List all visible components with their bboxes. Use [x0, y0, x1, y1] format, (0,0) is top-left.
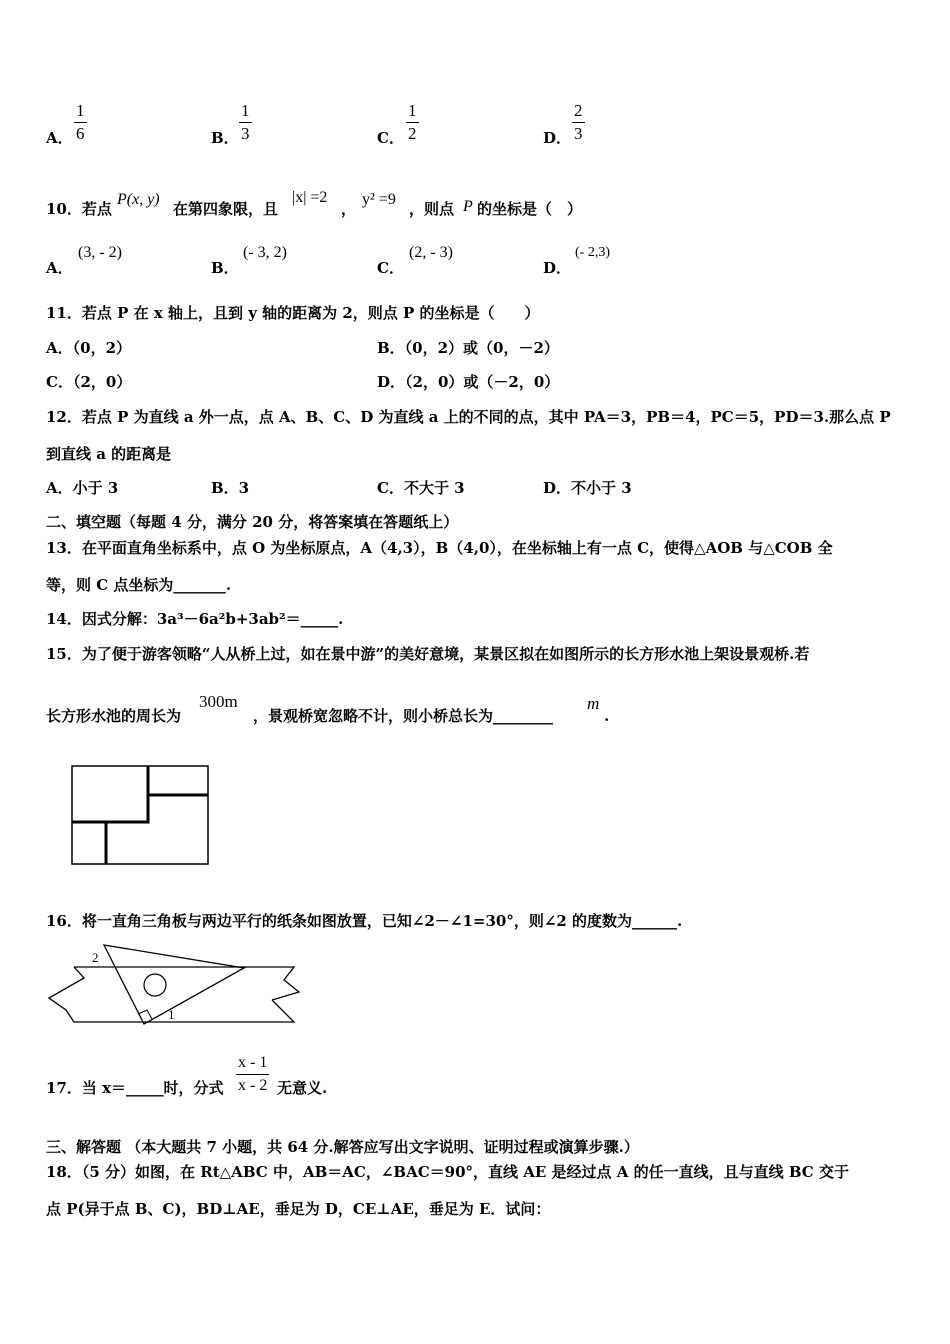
- q15-line2a: 长方形水池的周长为: [46, 707, 182, 725]
- strip-top-edge: [74, 967, 299, 1000]
- q10-option-a-value: (3, - 2): [78, 244, 122, 261]
- q15-end: .: [604, 707, 610, 725]
- q11-stem: 11．若点 P 在 x 轴上，且到 y 轴的距离为 2，则点 P 的坐标是（ ）: [46, 304, 540, 322]
- numerator: 1: [408, 101, 417, 120]
- q10-square: y² =9: [362, 191, 396, 208]
- q11-option-c: C．（2，0）: [46, 373, 132, 391]
- q12-option-b: B．3: [211, 479, 250, 497]
- q9-option-b-letter: B．: [211, 129, 239, 147]
- q10-option-b-letter: B．: [211, 259, 239, 277]
- q10-option-a-letter: A．: [46, 259, 73, 277]
- q9-option-d-fraction: [572, 102, 585, 143]
- q10-point: P(x, y): [117, 191, 160, 208]
- q9-option-a-letter: A．: [46, 129, 73, 147]
- q11-option-d: D．（2，0）或（－2，0）: [377, 373, 560, 391]
- q11-option-a: A．（0，2）: [46, 339, 132, 357]
- section-3-heading: 三、解答题 （本大题共 7 小题，共 64 分.解答应写出文字说明、证明过程或演算步骤.）: [46, 1138, 639, 1156]
- q16-text: 16．将一直角三角板与两边平行的纸条如图放置，已知∠2－∠1=30°，则∠2 的度数为______.: [46, 912, 683, 930]
- q13-line2: 等，则 C 点坐标为_______.: [46, 576, 232, 594]
- numerator: 1: [76, 101, 85, 120]
- q17-suffix: 无意义.: [277, 1079, 328, 1097]
- denominator: 3: [241, 124, 250, 143]
- q10-comma: ，: [341, 200, 357, 218]
- numerator: 2: [574, 101, 583, 120]
- q10-option-c-letter: C．: [377, 259, 404, 277]
- section-2-heading: 二、填空题（每题 4 分，满分 20 分，将答案填在答题纸上）: [46, 513, 459, 531]
- q9-option-a-fraction: [74, 102, 87, 143]
- q10-abs: |x| =2: [292, 189, 328, 206]
- denominator: x - 2: [238, 1077, 268, 1094]
- q10-text-a: 在第四象限，且: [173, 200, 279, 218]
- q10-option-b-value: (- 3, 2): [243, 244, 287, 261]
- bridge-upper: [148, 766, 208, 795]
- q17-fraction: [236, 1054, 269, 1095]
- q12-option-a: A．小于 3: [46, 479, 119, 497]
- q10-option-d-value: (- 2,3): [575, 245, 610, 260]
- pool-outline: [72, 766, 208, 864]
- q11-option-b: B．（0，2）或（0，－2）: [377, 339, 559, 357]
- q9-option-c-letter: C．: [377, 129, 404, 147]
- q10-number: 10．若点: [46, 200, 112, 218]
- q10-option-c-value: (2, - 3): [409, 244, 453, 261]
- numerator: 1: [241, 101, 250, 120]
- q18-line1: 18．（5 分）如图，在 Rt△ABC 中，AB＝AC，∠BAC＝90°，直线 AE 是经过点 A 的任一直线，且与直线 BC 交于: [46, 1163, 849, 1181]
- numerator: x - 1: [238, 1054, 268, 1071]
- q15-line2b: ，景观桥宽忽略不计，则小桥总长为________: [253, 707, 554, 725]
- q15-line1: 15．为了便于游客领略“人从桥上过，如在景中游”的美好意境，某景区拟在如图所示的长方形水池上架设景观桥.若: [46, 645, 810, 663]
- q15-perimeter: 300m: [199, 692, 238, 711]
- pool-bridge-figure: [68, 762, 214, 868]
- q9-option-d-letter: D．: [543, 129, 572, 147]
- angle-1-label: 1: [168, 1007, 175, 1022]
- q9-option-b-fraction: [239, 102, 252, 143]
- question-14: 14．因式分解：3a³－6a²b+3ab²＝_____.: [46, 610, 344, 628]
- denominator: 3: [574, 124, 583, 143]
- q12-line1: 12．若点 P 为直线 a 外一点，点 A、B、C、D 为直线 a 上的不同的点，其中 PA＝3，PB＝4，PC＝5，PD＝3.那么点 P: [46, 408, 891, 426]
- q9-option-c-fraction: [406, 102, 419, 143]
- triangle-hole: [144, 974, 166, 996]
- q10-p: P: [463, 198, 473, 215]
- q17-prefix: 17．当 x＝_____时，分式: [46, 1079, 224, 1097]
- q12-option-c: C．不大于 3: [377, 479, 465, 497]
- q18-line2: 点 P(异于点 B、C)，BD⊥AE，垂足为 D，CE⊥AE，垂足为 E．试问：: [46, 1200, 551, 1218]
- q15-unit: m: [587, 694, 600, 713]
- bridge-middle: [72, 795, 148, 822]
- q10-option-d-letter: D．: [543, 259, 572, 277]
- denominator: 2: [408, 124, 417, 143]
- denominator: 6: [76, 124, 85, 143]
- q12-line2: 到直线 a 的距离是: [46, 445, 172, 463]
- q10-text-c: 的坐标是（ ）: [477, 200, 583, 218]
- q13-line1: 13．在平面直角坐标系中，点 O 为坐标原点，A（4,3），B（4,0），在坐标轴上有一点 C，使得△AOB 与△COB 全: [46, 539, 833, 557]
- q12-option-d: D．不小于 3: [543, 479, 632, 497]
- angle-2-label: 2: [92, 950, 99, 965]
- q10-text-b: ，则点: [409, 200, 455, 218]
- triangle-strip-figure: [44, 940, 306, 1030]
